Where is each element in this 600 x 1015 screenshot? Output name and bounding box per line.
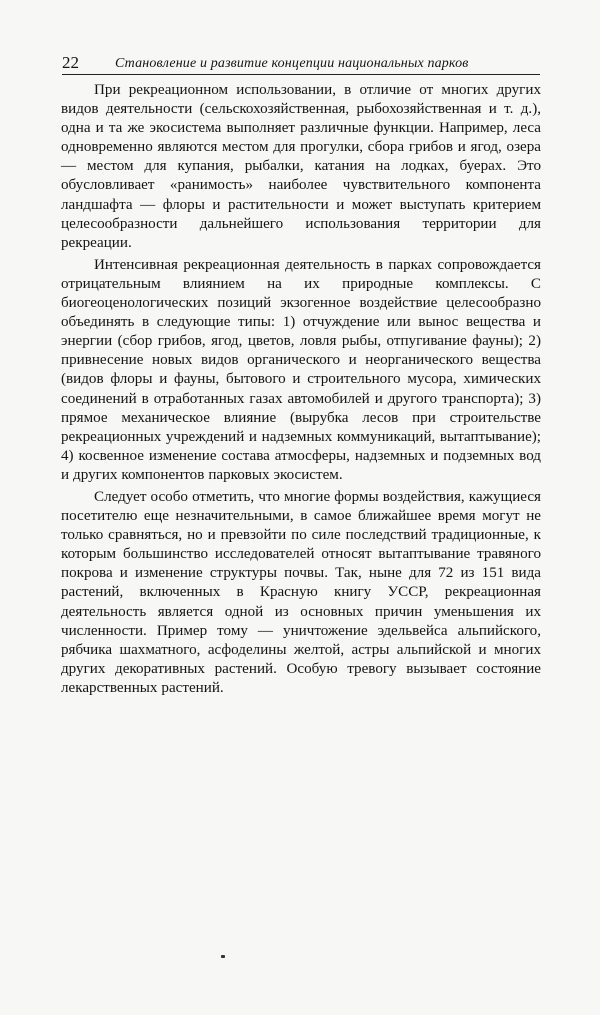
paragraph-plant-loss: Следует особо отметить, что многие формы воздействия, кажущиеся посетителю еще незначительными, в самое ближайшее время могут не только сравняться, но и превзойти по силе последствий традиционные, к которым большинство исследователей относят вытаптывание травяного покрова и изменение структуры почвы. Так, ныне для 72 из 151 вида растений, включенных в Красную книгу УССР, рекреационная деятельность является одной из основных причин уменьшения их численности. Пример тому — уничтожение эдельвейса альпийского, рябчика шахматного, асфоделины желтой, астры альпийской и многих других декоративных растений. Особую тревогу вызывает состояние лекарственных растений. (61, 488, 541, 696)
paragraph-negative-impact: Интенсивная рекреационная деятельность в парках сопровождается отрицательным влиянием на их природные комплексы. С биогеоценологических позиций экзогенное воздействие целесообразно объединять в следующие типы: 1) отчуждение или вынос вещества и энергии (сбор грибов, ягод, цветов, ловля рыбы, отпугивание фауны); 2) привнесение новых видов органического и неорганического вещества (видов флоры и фауны, бытового и строительного мусора, химических соединений в отработанных газах автомобилей и другого транспорта); 3) прямое механическое влияние (вырубка лесов при строительстве рекреационных учреждений и надземных коммуникаций, вытаптывание); 4) косвенное изменение состава атмосферы, надземных и подземных вод и других компонентов парковых экосистем. (61, 256, 541, 483)
paragraph-recreational-use: При рекреационном использовании, в отличие от многих других видов деятельности (сельскохозяйственная, рыбохозяйственная и т. д.), одна и та же экосистема выполняет различные функции. Например, леса одновременно являются местом для прогулки, сбора грибов и ягод, озера — местом для купания, рыбалки, катания на лодках, буерах. Это обусловливает «ранимость» наиболее чувствительного компонента ландшафта — флоры и растительности и может выступать критерием целесообразности дальнейшего использования территории для рекреации. (61, 82, 541, 251)
ink-speck (221, 955, 225, 958)
page-header (62, 52, 540, 75)
body-text (61, 81, 541, 698)
running-title: Становление и развитие концепции национальных парков (115, 56, 469, 71)
page-number: 22 (62, 53, 79, 72)
